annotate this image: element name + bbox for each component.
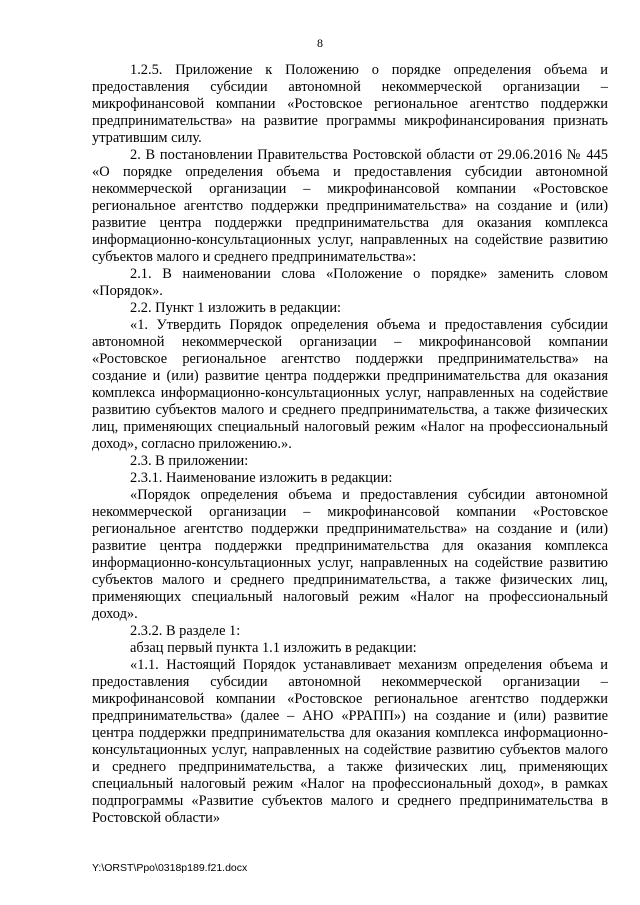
paragraph-2-1: 2.1. В наименовании слова «Положение о порядке» заменить словом «Порядок». — [92, 266, 608, 299]
paragraph-2-3-2: 2.3.2. В разделе 1: — [130, 623, 241, 639]
paragraph-2-3-1: 2.3.1. Наименование изложить в редакции: — [130, 470, 393, 486]
paragraph-1-1-quote: «1.1. Настоящий Порядок устанавливает механизм определения объема и предоставления субсидии автономной некоммерческой организации – микрофинансовой компании «Ростовское региональное агентство поддержки предпринимательства» (далее – АНО «РРАПП») на создание и (или) развитие центра поддержки предпринимательства для оказания комплекса информационно-консультационных услуг, направленных на содействие развитию субъектов малого и среднего предпринимательства, а также физических лиц, применяющих специальный налоговый режим «Налог на профессиональный доход», в рамках подпрограммы «Развитие субъектов малого и среднего предпринимательства в Ростовской области» — [92, 657, 608, 826]
paragraph-1-2-5: 1.2.5. Приложение к Положению о порядке определения объема и предоставления субсидии автономной некоммерческой организации – микрофинансовой компании «Ростовское региональное агентство поддержки предпринимательства» на развитие программы микрофинансирования признать утратившим силу. — [92, 62, 608, 146]
document-body — [92, 62, 608, 827]
paragraph-2-2: 2.2. Пункт 1 изложить в редакции: — [130, 300, 342, 316]
file-path-footer: Y:\ORST\Ppo\0318p189.f21.docx — [92, 862, 248, 874]
paragraph-2-3-1-quote: «Порядок определения объема и предоставления субсидии автономной некоммерческой организации – микрофинансовой компании «Ростовское региональное агентство поддержки предпринимательства» на создание и (или) развитие центра поддержки предпринимательства для оказания комплекса информационно-консультационных услуг, направленных на содействие развитию субъектов малого и среднего предпринимательства, а также физических лиц, применяющих специальный налоговый режим «Налог на профессиональный доход». — [92, 487, 608, 622]
paragraph-2: 2. В постановлении Правительства Ростовской области от 29.06.2016 № 445 «О порядке определения объема и предоставления субсидии автономной некоммерческой организации – микрофинансовой компании «Ростовское региональное агентство поддержки предпринимательства» на создание и (или) развитие центра поддержки предпринимательства для оказания комплекса информационно-консультационных услуг, направленных на содействие развитию субъектов малого и среднего предпринимательства»: — [92, 147, 608, 265]
page-number: 8 — [317, 36, 323, 50]
paragraph-2-3: 2.3. В приложении: — [130, 453, 249, 469]
paragraph-1-1-intro: абзац первый пункта 1.1 изложить в редакции: — [130, 640, 417, 656]
paragraph-2-2-quote: «1. Утвердить Порядок определения объема и предоставления субсидии автономной некоммерческой организации – микрофинансовой компании «Ростовское региональное агентство поддержки предпринимательства» на создание и (или) развитие центра поддержки предпринимательства для оказания комплекса информационно-консультационных услуг, направленных на содействие развитию субъектов малого и среднего предпринимательства, а также физических лиц, применяющих специальный налоговый режим «Налог на профессиональный доход», согласно приложению.». — [92, 317, 608, 452]
